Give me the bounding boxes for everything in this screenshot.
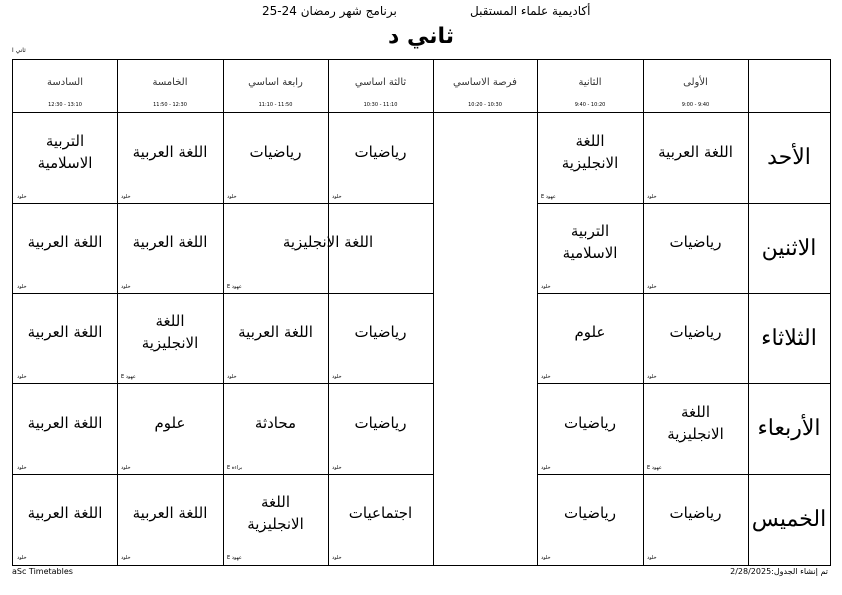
day-label: الأحد [767, 145, 811, 170]
lesson-card [13, 293, 117, 383]
lesson-teacher: خلود [647, 284, 657, 290]
lesson-subject: علوم [154, 413, 186, 432]
lesson-teacher: خلود [17, 555, 27, 561]
period-name: ثالثة اساسي [354, 77, 407, 88]
lesson-subject: اللغة العربية [238, 323, 313, 341]
lesson-card [643, 474, 748, 564]
lesson-card [537, 293, 643, 383]
lesson-teacher: خلود [332, 465, 342, 471]
lesson-teacher: خلود [121, 465, 131, 471]
day-label: الأربعاء [757, 416, 821, 441]
period-header [223, 60, 328, 112]
lesson-teacher: خلود [17, 465, 27, 471]
lesson-subject: رياضيات [669, 504, 722, 522]
lesson-subject: اللغة العربية [27, 233, 103, 251]
lesson-teacher: خلود [121, 284, 131, 290]
period-time: 9:00 - 9:40 [681, 102, 710, 108]
lesson-card [117, 474, 223, 564]
lesson-card [537, 383, 643, 474]
lesson-teacher: خلود [227, 194, 237, 200]
period-time: 11:50 - 12:30 [153, 102, 187, 108]
lesson-subject: اللغة العربية [27, 504, 103, 522]
lesson-card [117, 203, 223, 293]
lesson-teacher: خلود [541, 374, 551, 380]
lesson-teacher: خلود [541, 465, 551, 471]
lesson-card [223, 112, 328, 203]
footer-created-date: تم إنشاء الجدول:2/28/2025 [730, 567, 828, 576]
lesson-card [328, 293, 433, 383]
day-label: الاثنين [761, 235, 817, 261]
lesson-card [223, 293, 328, 383]
period-header [643, 60, 748, 112]
lesson-subject: اللغة الانجليزية [561, 131, 619, 172]
lesson-card [13, 203, 117, 293]
period-name: السادسة [47, 77, 83, 88]
lesson-teacher: E عهود [227, 555, 242, 561]
lesson-card [643, 383, 748, 474]
lesson-card [328, 112, 433, 203]
day-label: الخميس [751, 506, 827, 532]
lesson-card [537, 203, 643, 293]
lesson-teacher: خلود [647, 374, 657, 380]
lesson-subject: رياضيات [354, 142, 407, 161]
lesson-teacher: خلود [541, 555, 551, 561]
lesson-subject: اللغة العربية [658, 142, 733, 161]
period-name: الخامسة [152, 77, 188, 88]
lesson-teacher: E براءة [227, 465, 243, 471]
period-header [537, 60, 643, 112]
lesson-subject: اللغة الانجليزية [282, 233, 374, 251]
period-name: الأولى [683, 77, 708, 88]
period-header [328, 60, 433, 112]
lesson-subject: رياضيات [669, 323, 722, 341]
lesson-card [328, 383, 433, 474]
lesson-subject: اجتماعيات [348, 504, 413, 522]
program-title: برنامج شهر رمضان 24-25 [262, 4, 397, 18]
lesson-card [13, 112, 117, 203]
lesson-card [643, 112, 748, 203]
lesson-subject: رياضيات [354, 413, 407, 432]
lesson-card [13, 474, 117, 564]
lesson-subject: اللغة العربية [27, 323, 103, 341]
lesson-card [13, 383, 117, 474]
lesson-subject: محادثة [254, 413, 297, 432]
lesson-card [223, 203, 433, 293]
lesson-teacher: خلود [647, 194, 657, 200]
period-time: 10:20 - 10:30 [468, 102, 502, 108]
period-name: رابعة اساسي [248, 77, 303, 88]
period-time: 9:40 - 10:20 [574, 102, 606, 108]
lesson-subject: اللغة الانجليزية [141, 312, 199, 352]
lesson-card [117, 383, 223, 474]
lesson-card [117, 112, 223, 203]
school-name: أكاديمية علماء المستقبل [470, 4, 591, 18]
lesson-teacher: E عهود [647, 465, 662, 471]
lesson-teacher: E عهود [121, 374, 136, 380]
period-name: فرصة الاساسي [453, 77, 517, 88]
lesson-subject: رياضيات [669, 233, 722, 251]
lesson-card [537, 112, 643, 203]
lesson-card [643, 203, 748, 293]
timetable-grid [12, 59, 831, 566]
lesson-teacher: خلود [541, 284, 551, 290]
lesson-teacher: خلود [17, 284, 27, 290]
lesson-teacher: خلود [227, 374, 237, 380]
lesson-teacher: خلود [647, 555, 657, 561]
lesson-card [328, 474, 433, 564]
class-title: ثاني د [388, 24, 454, 49]
period-header [117, 60, 223, 112]
period-header [13, 60, 117, 112]
class-small-label: ثاني ا [12, 47, 26, 54]
lesson-teacher: E عهود [227, 284, 242, 290]
footer-generator: aSc Timetables [12, 567, 73, 576]
lesson-subject: علوم [574, 323, 606, 341]
lesson-subject: التربية الاسلامية [562, 222, 618, 262]
lesson-teacher: خلود [17, 194, 27, 200]
period-time: 11:10 - 11:50 [258, 102, 293, 108]
lesson-subject: اللغة الانجليزية [667, 402, 724, 443]
lesson-subject: اللغة العربية [132, 504, 208, 522]
lesson-subject: رياضيات [249, 142, 302, 161]
lesson-card [537, 474, 643, 564]
lesson-subject: اللغة العربية [132, 233, 208, 251]
lesson-subject: رياضيات [564, 504, 616, 522]
lesson-subject: اللغة الانجليزية [247, 493, 304, 533]
day-label: الثلاثاء [761, 325, 817, 351]
lesson-teacher: خلود [17, 374, 27, 380]
lesson-teacher: خلود [121, 194, 131, 200]
lesson-card [223, 383, 328, 474]
grid-column-line [433, 60, 434, 565]
period-time: 10:30 - 11:10 [363, 102, 398, 108]
lesson-teacher: خلود [121, 555, 131, 561]
period-header [433, 60, 537, 112]
lesson-teacher: خلود [332, 194, 342, 200]
lesson-teacher: E عهود [541, 194, 556, 200]
lesson-card [643, 293, 748, 383]
lesson-subject: رياضيات [564, 413, 616, 432]
lesson-teacher: خلود [332, 374, 342, 380]
lesson-subject: اللغة العربية [132, 142, 208, 161]
period-name: الثانية [578, 77, 602, 88]
lesson-subject: رياضيات [354, 323, 407, 341]
period-time: 12:30 - 13:10 [48, 102, 82, 108]
lesson-card [223, 474, 328, 564]
lesson-teacher: خلود [332, 555, 342, 561]
lesson-card [117, 293, 223, 383]
lesson-subject: التربية الاسلامية [37, 131, 93, 172]
lesson-subject: اللغة العربية [27, 413, 103, 432]
